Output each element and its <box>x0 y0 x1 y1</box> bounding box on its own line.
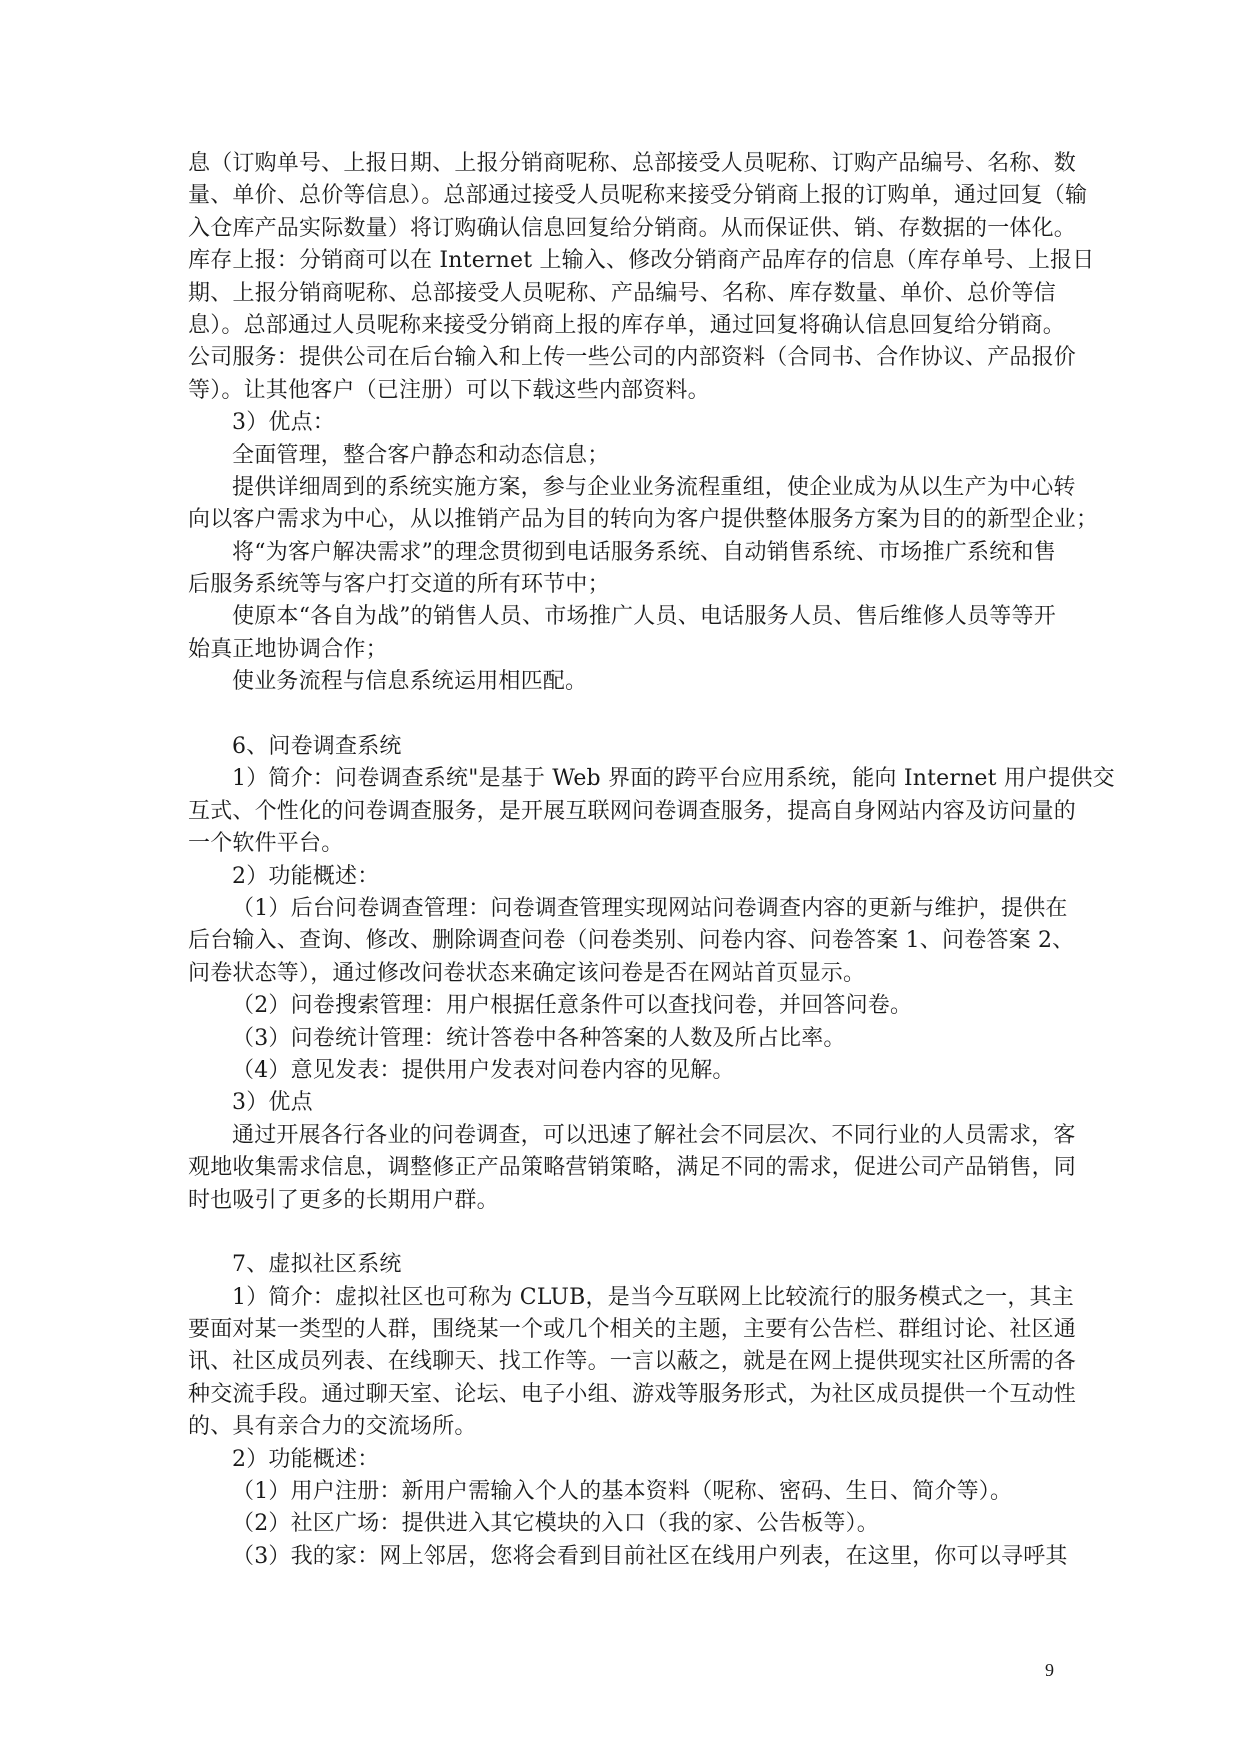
text-line: 问卷状态等），通过修改问卷状态来确定该问卷是否在网站首页显示。 <box>188 960 866 986</box>
text-line: 将“为客户解决需求”的理念贯彻到电话服务系统、自动销售系统、市场推广系统和售 <box>232 539 1056 565</box>
text-line: 种交流手段。通过聊天室、论坛、电子小组、游戏等服务形式，为社区成员提供一个互动性 <box>188 1381 1077 1407</box>
text-line: 观地收集需求信息，调整修正产品策略营销策略，满足不同的需求，促进公司产品销售，同 <box>188 1155 1077 1181</box>
text-line: 1）简介：问卷调查系统"是基于 Web 界面的跨平台应用系统，能向 Internet 用户提供交 <box>232 766 1115 792</box>
text-line: （2）社区广场：提供进入其它模块的入口（我的家、公告板等）。 <box>232 1511 879 1537</box>
text-line: 互式、个性化的问卷调查服务，是开展互联网问卷调查服务，提高自身网站内容及访问量的 <box>188 798 1077 824</box>
text-line: 息（订购单号、上报日期、上报分销商呢称、总部接受人员呢称、订购产品编号、名称、数 <box>188 151 1077 176</box>
text-line: 公司服务：提供公司在后台输入和上传一些公司的内部资料（合同书、合作协议、产品报价 <box>188 345 1077 371</box>
text-line: （2）问卷搜索管理：用户根据任意条件可以查找问卷，并回答问卷。 <box>232 993 913 1019</box>
text-line: 2）功能概述： <box>232 1446 380 1472</box>
text-line: 要面对某一类型的人群，围绕某一个或几个相关的主题，主要有公告栏、群组讨论、社区通 <box>188 1317 1077 1343</box>
page-number: 9 <box>1045 1660 1054 1680</box>
text-line: 期、上报分销商呢称、总部接受人员呢称、产品编号、名称、库存数量、单价、总价等信 <box>188 280 1056 306</box>
text-line: 使业务流程与信息系统运用相匹配。 <box>232 669 588 695</box>
text-line: （3）我的家：网上邻居，您将会看到目前社区在线用户列表，在这里，你可以寻呼其 <box>232 1543 1068 1569</box>
text-line: 提供详细周到的系统实施方案，参与企业业务流程重组，使企业成为从以生产为中心转 <box>232 474 1076 500</box>
text-line: 全面管理，整合客户静态和动态信息； <box>232 442 610 468</box>
document-body <box>188 148 1115 1573</box>
text-line: 时也吸引了更多的长期用户群。 <box>188 1187 499 1213</box>
text-line: 2）功能概述： <box>232 863 380 889</box>
text-line: 的、具有亲合力的交流场所。 <box>188 1414 477 1440</box>
text-line: 3）优点 <box>232 1090 313 1116</box>
text-line: 一个软件平台。 <box>188 831 344 857</box>
text-line: 后服务系统等与客户打交道的所有环节中； <box>188 572 610 598</box>
text-line: 入仓库产品实际数量）将订购确认信息回复给分销商。从而保证供、销、存数据的一体化。 <box>188 215 1077 241</box>
text-line: 3）优点： <box>232 410 335 436</box>
text-line: 量、单价、总价等信息）。总部通过接受人员呢称来接受分销商上报的订购单，通过回复（输 <box>188 183 1088 209</box>
text-line: 后台输入、查询、修改、删除调查问卷（问卷类别、问卷内容、问卷答案 1、问卷答案 2、 <box>188 928 1075 954</box>
text-line: （3）问卷统计管理：统计答卷中各种答案的人数及所占比率。 <box>232 1025 846 1051</box>
paragraph-gap <box>188 699 1056 731</box>
text-line: 讯、社区成员列表、在线聊天、找工作等。一言以蔽之，就是在网上提供现实社区所需的各 <box>188 1349 1077 1375</box>
text-line: （4）意见发表：提供用户发表对问卷内容的见解。 <box>232 1057 735 1083</box>
text-line: 使原本“各自为战”的销售人员、市场推广人员、电话服务人员、售后维修人员等等开 <box>232 604 1056 630</box>
text-line: 通过开展各行各业的问卷调查，可以迅速了解社会不同层次、不同行业的人员需求，客 <box>232 1122 1076 1148</box>
text-line: 始真正地协调合作； <box>188 636 388 662</box>
text-line: 7、虚拟社区系统 <box>232 1252 402 1278</box>
text-line: 等）。让其他客户（已注册）可以下载这些内部资料。 <box>188 377 710 403</box>
text-line: 6、问卷调查系统 <box>232 734 402 760</box>
text-line: （1）用户注册：新用户需输入个人的基本资料（呢称、密码、生日、简介等）。 <box>232 1479 1013 1505</box>
text-line: 库存上报：分销商可以在 Internet 上输入、修改分销商产品库存的信息（库存单号、上报日 <box>188 248 1095 274</box>
text-line: 1）简介：虚拟社区也可称为 CLUB，是当今互联网上比较流行的服务模式之一，其主 <box>232 1284 1074 1310</box>
text-line: （1）后台问卷调查管理：问卷调查管理实现网站问卷调查内容的更新与维护，提供在 <box>232 895 1068 921</box>
text-line: 息）。总部通过人员呢称来接受分销商上报的库存单，通过回复将确认信息回复给分销商。 <box>188 312 1066 338</box>
text-line: 向以客户需求为中心，从以推销产品为目的转向为客户提供整体服务方案为目的的新型企业； <box>188 507 1099 533</box>
paragraph-gap <box>188 1217 1056 1249</box>
